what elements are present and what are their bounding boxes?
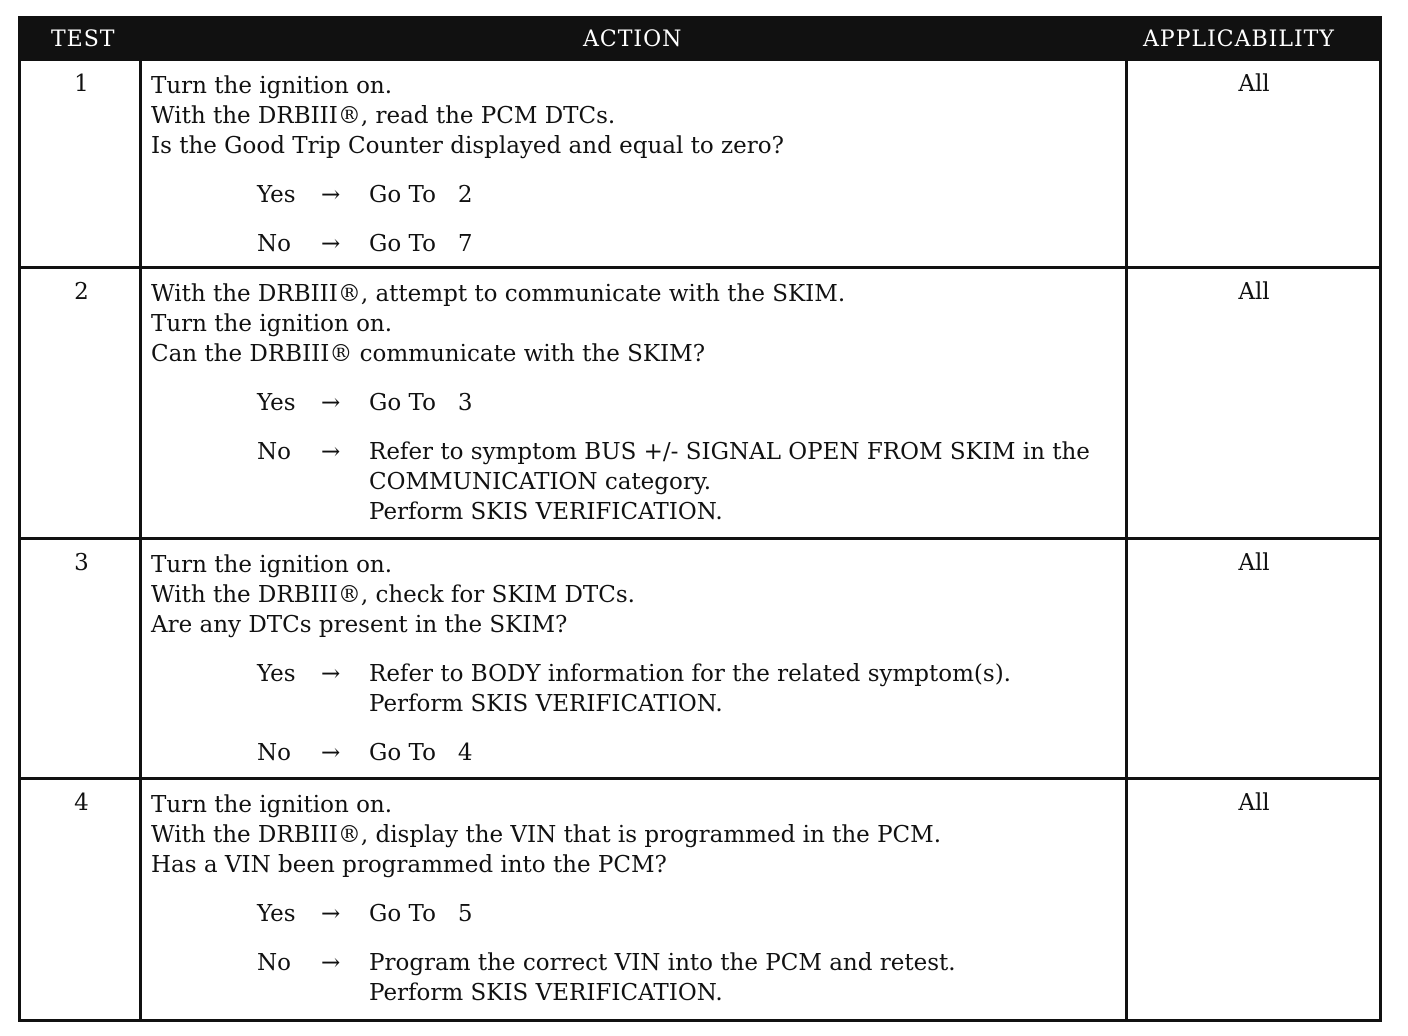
- arrow-icon: →: [321, 182, 341, 208]
- arrow-icon: →: [321, 901, 341, 927]
- step-text: With the DRBIII®, check for SKIM DTCs.: [151, 582, 635, 608]
- no-label: No: [257, 439, 291, 465]
- yes-branch: [151, 899, 1129, 929]
- arrow-icon: →: [321, 439, 341, 465]
- applicability-value: All: [1238, 279, 1270, 305]
- arrow-icon: →: [321, 390, 341, 416]
- yes-result: Go To 3: [369, 390, 473, 416]
- table-row-test-2: [21, 269, 1379, 537]
- step-text: Turn the ignition on.: [151, 552, 393, 578]
- yes-result: Perform SKIS VERIFICATION.: [369, 691, 723, 717]
- applicability-value: All: [1238, 550, 1270, 576]
- action-cell: [151, 550, 1129, 768]
- header-test: TEST: [51, 27, 116, 52]
- no-label: No: [257, 950, 291, 976]
- step-text: Turn the ignition on.: [151, 73, 393, 99]
- table-row-test-3: [21, 540, 1379, 777]
- yes-result: Go To 2: [369, 182, 473, 208]
- yes-result: Go To 5: [369, 901, 473, 927]
- step-text: With the DRBIII®, read the PCM DTCs.: [151, 103, 616, 129]
- yes-branch: [151, 659, 1129, 719]
- yes-label: Yes: [257, 390, 296, 416]
- no-result: Program the correct VIN into the PCM and retest.: [369, 950, 956, 976]
- no-result: Go To 4: [369, 740, 473, 766]
- step-text: Can the DRBIII® communicate with the SKIM?: [151, 341, 706, 367]
- no-result: COMMUNICATION category.: [369, 469, 712, 495]
- no-branch: [151, 738, 1129, 768]
- arrow-icon: →: [321, 950, 341, 976]
- arrow-icon: →: [321, 231, 341, 257]
- yes-branch: [151, 388, 1129, 418]
- no-result: Perform SKIS VERIFICATION.: [369, 980, 723, 1006]
- step-text: Turn the ignition on.: [151, 792, 393, 818]
- header-action: ACTION: [583, 27, 683, 52]
- step-text: With the DRBIII®, attempt to communicate with the SKIM.: [151, 281, 846, 307]
- table-header: [21, 19, 1379, 61]
- arrow-icon: →: [321, 740, 341, 766]
- action-cell: [151, 279, 1129, 527]
- test-number: 2: [74, 279, 89, 305]
- yes-label: Yes: [257, 901, 296, 927]
- header-applicability: APPLICABILITY: [1143, 27, 1335, 52]
- arrow-icon: →: [321, 661, 341, 687]
- test-number: 3: [74, 550, 89, 576]
- test-number: 1: [74, 71, 89, 97]
- yes-label: Yes: [257, 182, 296, 208]
- no-result: Go To 7: [369, 231, 473, 257]
- applicability-value: All: [1238, 790, 1270, 816]
- no-branch: [151, 948, 1129, 1008]
- no-label: No: [257, 740, 291, 766]
- action-cell: [151, 71, 1129, 259]
- yes-branch: [151, 180, 1129, 210]
- step-text: With the DRBIII®, display the VIN that is programmed in the PCM.: [151, 822, 942, 848]
- diagnostic-test-table: [18, 16, 1382, 1022]
- step-text: Has a VIN been programmed into the PCM?: [151, 852, 667, 878]
- yes-label: Yes: [257, 661, 296, 687]
- no-label: No: [257, 231, 291, 257]
- no-result: Perform SKIS VERIFICATION.: [369, 499, 723, 525]
- no-branch: [151, 229, 1129, 259]
- table-row-test-1: [21, 61, 1379, 266]
- applicability-value: All: [1238, 71, 1270, 97]
- table-row-test-4: [21, 780, 1379, 1019]
- step-text: Are any DTCs present in the SKIM?: [151, 612, 568, 638]
- step-text: Turn the ignition on.: [151, 311, 393, 337]
- no-branch: [151, 437, 1129, 527]
- test-number: 4: [74, 790, 89, 816]
- action-cell: [151, 790, 1129, 1008]
- step-text: Is the Good Trip Counter displayed and equal to zero?: [151, 133, 784, 159]
- yes-result: Refer to BODY information for the related symptom(s).: [369, 661, 1011, 687]
- no-result: Refer to symptom BUS +/- SIGNAL OPEN FROM SKIM in the: [369, 439, 1090, 465]
